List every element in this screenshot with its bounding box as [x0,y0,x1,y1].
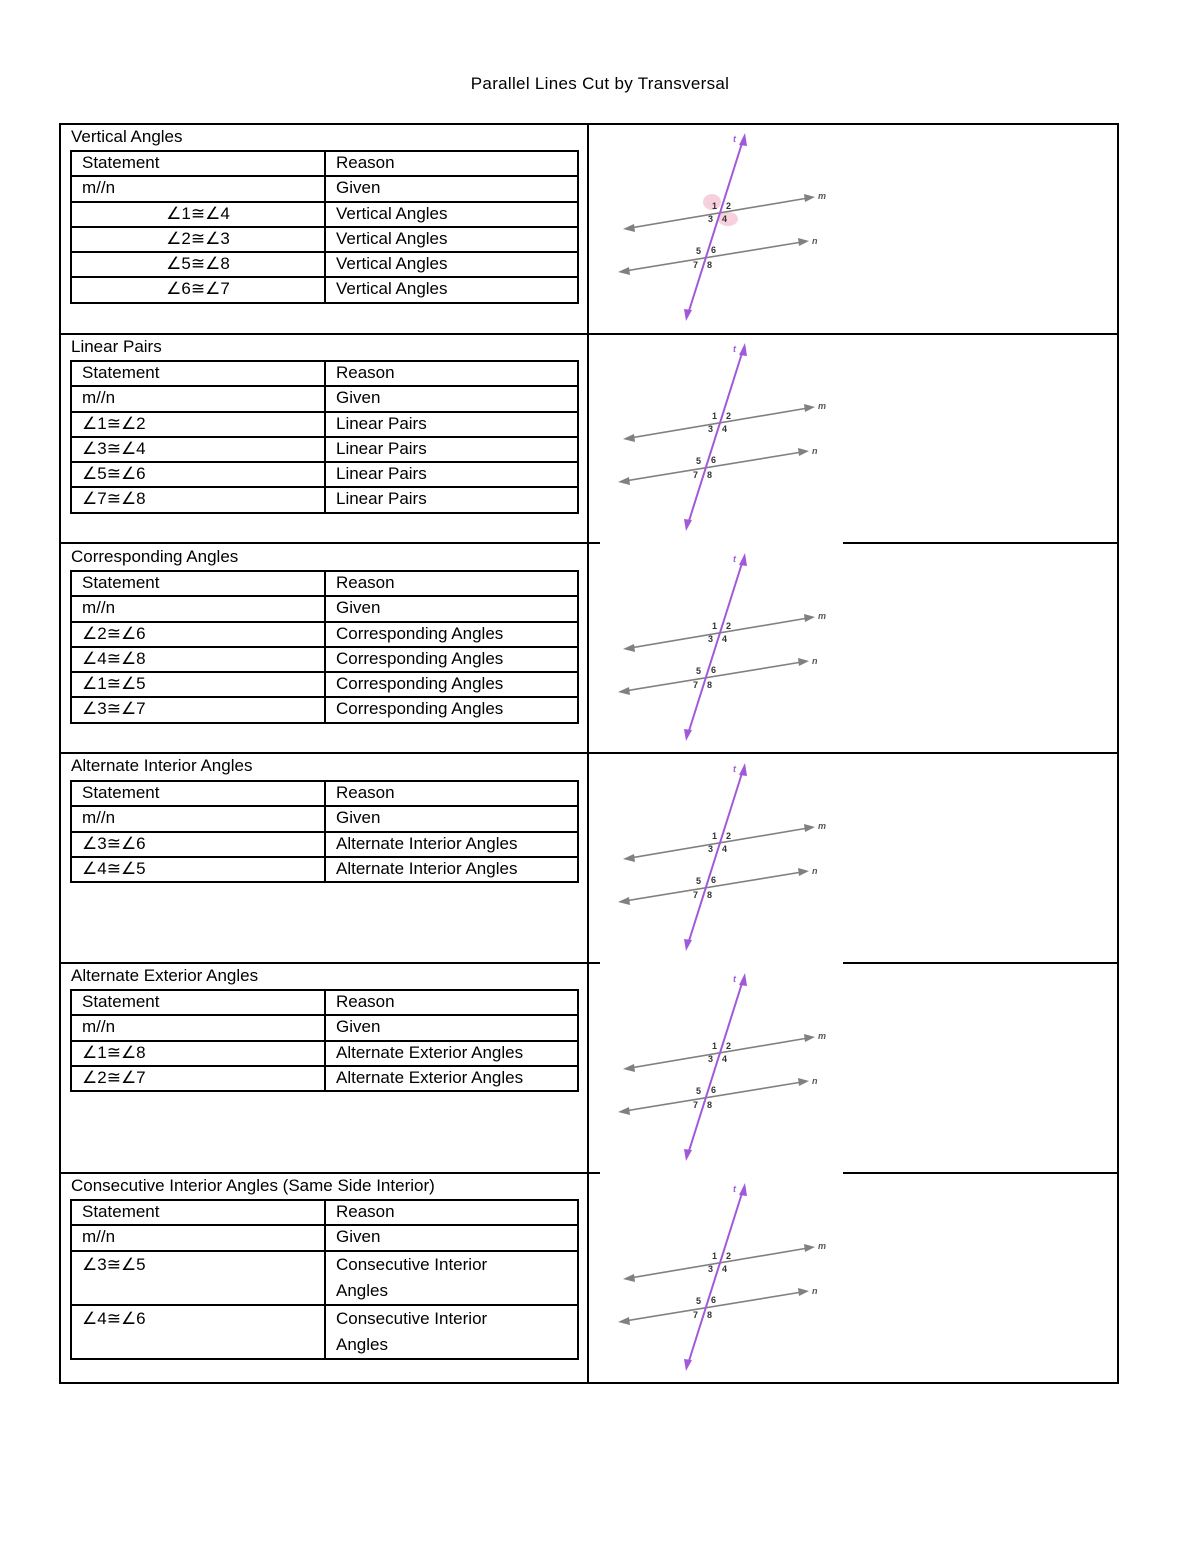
table-row [71,462,578,487]
table-row [71,202,578,227]
reason-cell: Given [325,386,578,411]
angle-label-5: 5 [696,1086,702,1096]
section-title-corresponding-angles: Corresponding Angles [71,547,239,566]
table-row [71,622,578,647]
arrowhead-n-left [618,477,630,485]
statement-cell: ∠6≅∠7 [71,277,325,302]
arrowhead-n-right [798,658,809,666]
reason-cell: Given [325,1225,578,1250]
section-divider [59,752,1119,754]
angle-label-3: 3 [708,214,714,224]
section-divider [843,962,1119,964]
reason-header: Reason [325,990,578,1015]
reason-cell: Given [325,806,578,831]
reason-cell: Corresponding Angles [325,672,578,697]
table-row [71,857,578,882]
transversal-diagram [610,128,850,323]
statement-header: Statement [71,361,325,386]
arrowhead-t-bottom [684,309,692,321]
arrowhead-n-left [618,1107,630,1115]
label-m: m [818,1241,827,1251]
label-n: n [812,656,818,666]
statement-cell: m//n [71,596,325,621]
proof-table-alternate-exterior-angles [70,989,579,1092]
transversal-diagram [610,548,850,743]
reason-cell: Linear Pairs [325,437,578,462]
transversal-diagram [610,758,850,953]
transversal-line-t [688,770,743,944]
angle-label-8: 8 [707,1100,713,1110]
angle-label-3: 3 [708,634,714,644]
angle-label-8: 8 [707,470,713,480]
reason-line: Angles [336,1280,388,1300]
angle-label-5: 5 [696,876,702,886]
statement-header: Statement [71,781,325,806]
section-divider [59,333,1119,335]
reason-cell: Corresponding Angles [325,647,578,672]
arrowhead-n-right [798,868,809,876]
arrowhead-m-left [623,434,635,442]
angle-label-2: 2 [726,411,732,421]
statement-cell: ∠1≅∠5 [71,672,325,697]
label-t: t [733,554,736,564]
arrowhead-m-left [623,224,635,232]
statement-cell: ∠4≅∠6 [71,1305,325,1359]
statement-cell: ∠5≅∠8 [71,252,325,277]
arrowhead-n-right [798,238,809,246]
statement-cell: ∠3≅∠6 [71,832,325,857]
angle-label-4: 4 [722,214,728,224]
statement-cell: m//n [71,806,325,831]
arrowhead-t-top [739,553,747,566]
angle-label-7: 7 [693,680,699,690]
arrowhead-n-left [618,267,630,275]
reason-cell: Linear Pairs [325,462,578,487]
arrowhead-m-left [623,1064,635,1072]
arrowhead-n-right [798,1078,809,1086]
arrowhead-m-left [623,854,635,862]
reason-cell: Corresponding Angles [325,697,578,722]
statement-cell: m//n [71,1015,325,1040]
angle-label-7: 7 [693,470,699,480]
angle-label-1: 1 [712,1041,718,1051]
section-title-linear-pairs: Linear Pairs [71,337,162,356]
arrowhead-m-right [804,614,815,622]
angle-label-7: 7 [693,890,699,900]
statement-cell: m//n [71,1225,325,1250]
table-row [71,596,578,621]
section-divider [843,1172,1119,1174]
table-row [71,1066,578,1091]
section-divider [59,1172,600,1174]
table-row [71,252,578,277]
angle-label-6: 6 [711,245,717,255]
angle-label-1: 1 [712,201,718,211]
table-row [71,227,578,252]
reason-cell: Given [325,596,578,621]
arrowhead-n-left [618,687,630,695]
table-header-row [71,781,578,806]
proof-table-consecutive-interior-angles [70,1199,579,1360]
transversal-line-t [688,1190,743,1364]
transversal-diagram [610,1178,850,1373]
label-n: n [812,866,818,876]
statement-cell: ∠7≅∠8 [71,487,325,512]
reason-cell: Alternate Exterior Angles [325,1066,578,1091]
angle-label-4: 4 [722,1054,728,1064]
arrowhead-n-left [618,1317,630,1325]
reason-header: Reason [325,361,578,386]
angle-label-7: 7 [693,1100,699,1110]
angle-label-2: 2 [726,621,732,631]
arrowhead-t-top [739,763,747,776]
angle-label-3: 3 [708,1054,714,1064]
transversal-line-t [688,560,743,734]
arrowhead-t-bottom [684,939,692,951]
statement-cell: ∠1≅∠4 [71,202,325,227]
table-row [71,277,578,302]
section-divider [59,962,600,964]
reason-header: Reason [325,151,578,176]
angle-label-2: 2 [726,1251,732,1261]
angle-label-6: 6 [711,665,717,675]
label-t: t [733,134,736,144]
reason-cell: Given [325,1015,578,1040]
angle-label-1: 1 [712,411,718,421]
statement-cell: ∠3≅∠5 [71,1251,325,1305]
arrowhead-t-top [739,133,747,146]
angle-label-7: 7 [693,1310,699,1320]
statement-cell: ∠4≅∠8 [71,647,325,672]
arrowhead-t-top [739,1183,747,1196]
transversal-line-t [688,350,743,524]
statement-cell: ∠1≅∠8 [71,1041,325,1066]
angle-label-5: 5 [696,246,702,256]
table-row [71,1041,578,1066]
arrowhead-m-right [804,1034,815,1042]
angle-label-6: 6 [711,1085,717,1095]
table-header-row [71,1200,578,1225]
statement-header: Statement [71,151,325,176]
label-n: n [812,236,818,246]
statement-cell: ∠2≅∠6 [71,622,325,647]
reason-cell: Alternate Exterior Angles [325,1041,578,1066]
section-title-alternate-interior-angles: Alternate Interior Angles [71,756,253,775]
angle-label-3: 3 [708,844,714,854]
reason-line: Angles [336,1334,388,1354]
page-title: Parallel Lines Cut by Transversal [470,74,730,93]
arrowhead-n-right [798,1288,809,1296]
angle-label-4: 4 [722,844,728,854]
label-n: n [812,1286,818,1296]
table-row [71,697,578,722]
table-row [71,386,578,411]
transversal-diagram [610,338,850,533]
reason-line: Consecutive Interior [336,1308,488,1328]
angle-label-5: 5 [696,1296,702,1306]
statement-cell: ∠3≅∠4 [71,437,325,462]
proof-table-vertical-angles [70,150,579,304]
reason-cell: Linear Pairs [325,487,578,512]
angle-label-6: 6 [711,1295,717,1305]
angle-label-2: 2 [726,201,732,211]
angle-label-3: 3 [708,1264,714,1274]
table-row [71,1225,578,1250]
label-m: m [818,611,827,621]
statement-cell: ∠4≅∠5 [71,857,325,882]
label-t: t [733,1184,736,1194]
table-row [71,1251,578,1305]
angle-label-5: 5 [696,666,702,676]
arrowhead-m-left [623,644,635,652]
angle-label-8: 8 [707,680,713,690]
table-header-row [71,361,578,386]
reason-cell [325,1305,578,1359]
reason-cell: Vertical Angles [325,252,578,277]
angle-label-8: 8 [707,890,713,900]
transversal-line-t [688,980,743,1154]
statement-header: Statement [71,571,325,596]
statement-cell: ∠2≅∠7 [71,1066,325,1091]
label-t: t [733,974,736,984]
arrowhead-n-left [618,897,630,905]
reason-cell [325,1251,578,1305]
angle-label-2: 2 [726,1041,732,1051]
angle-label-1: 1 [712,831,718,841]
proof-table-linear-pairs [70,360,579,514]
arrowhead-t-bottom [684,519,692,531]
reason-cell: Vertical Angles [325,227,578,252]
label-t: t [733,344,736,354]
label-t: t [733,764,736,774]
arrowhead-t-top [739,973,747,986]
statement-cell: ∠2≅∠3 [71,227,325,252]
table-header-row [71,571,578,596]
label-m: m [818,1031,827,1041]
angle-label-4: 4 [722,1264,728,1274]
statement-cell: m//n [71,386,325,411]
section-divider [843,542,1119,544]
statement-cell: ∠1≅∠2 [71,412,325,437]
arrowhead-n-right [798,448,809,456]
label-n: n [812,446,818,456]
table-row [71,1305,578,1359]
angle-label-1: 1 [712,621,718,631]
statement-cell: ∠3≅∠7 [71,697,325,722]
angle-highlight [718,212,738,226]
proof-table-corresponding-angles [70,570,579,724]
reason-cell: Vertical Angles [325,202,578,227]
reason-line: Consecutive Interior [336,1254,488,1274]
statement-header: Statement [71,990,325,1015]
table-row [71,176,578,201]
reason-cell: Corresponding Angles [325,622,578,647]
table-row [71,487,578,512]
section-title-consecutive-interior-angles: Consecutive Interior Angles (Same Side Interior) [71,1176,435,1195]
arrowhead-m-right [804,1244,815,1252]
table-row [71,672,578,697]
transversal-line-t [688,140,743,314]
statement-cell: m//n [71,176,325,201]
label-m: m [818,191,827,201]
table-row [71,412,578,437]
section-divider [59,542,600,544]
section-title-alternate-exterior-angles: Alternate Exterior Angles [71,966,259,985]
table-row [71,806,578,831]
angle-label-4: 4 [722,424,728,434]
table-header-row [71,990,578,1015]
reason-header: Reason [325,781,578,806]
arrowhead-t-bottom [684,1149,692,1161]
arrowhead-m-right [804,404,815,412]
reason-cell: Alternate Interior Angles [325,857,578,882]
angle-label-6: 6 [711,875,717,885]
table-row [71,1015,578,1040]
angle-label-6: 6 [711,455,717,465]
angle-label-7: 7 [693,260,699,270]
angle-label-5: 5 [696,456,702,466]
angle-label-8: 8 [707,1310,713,1320]
arrowhead-t-top [739,343,747,356]
angle-label-8: 8 [707,260,713,270]
label-m: m [818,401,827,411]
arrowhead-t-bottom [684,1359,692,1371]
statement-header: Statement [71,1200,325,1225]
angle-label-4: 4 [722,634,728,644]
table-header-row [71,151,578,176]
arrowhead-t-bottom [684,729,692,741]
table-row [71,647,578,672]
statement-cell: ∠5≅∠6 [71,462,325,487]
reason-header: Reason [325,571,578,596]
transversal-diagram [610,968,850,1163]
arrowhead-m-right [804,824,815,832]
proof-table-alternate-interior-angles [70,780,579,883]
reason-cell: Given [325,176,578,201]
section-title-vertical-angles: Vertical Angles [71,127,183,146]
reason-cell: Linear Pairs [325,412,578,437]
arrowhead-m-right [804,194,815,202]
label-m: m [818,821,827,831]
table-row [71,832,578,857]
angle-label-1: 1 [712,1251,718,1261]
reason-cell: Alternate Interior Angles [325,832,578,857]
table-row [71,437,578,462]
label-n: n [812,1076,818,1086]
reason-header: Reason [325,1200,578,1225]
angle-label-2: 2 [726,831,732,841]
angle-label-3: 3 [708,424,714,434]
reason-cell: Vertical Angles [325,277,578,302]
arrowhead-m-left [623,1274,635,1282]
